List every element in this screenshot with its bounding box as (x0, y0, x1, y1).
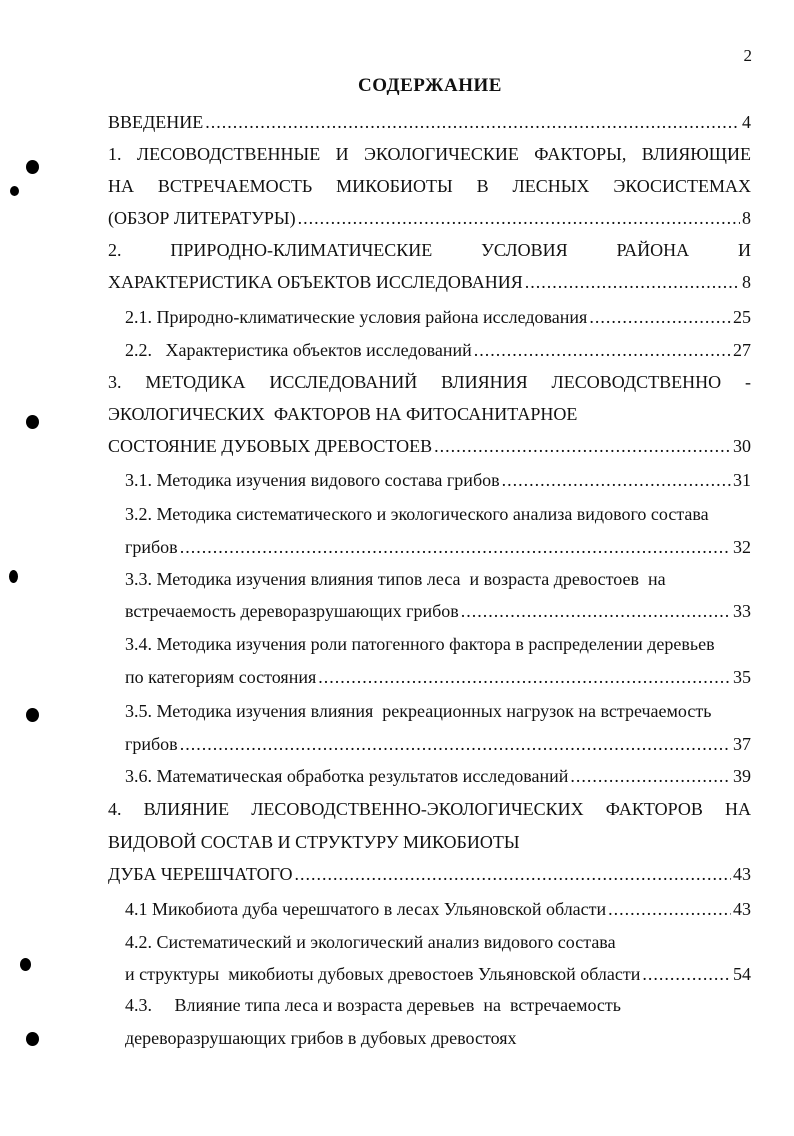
toc-chapter-1[interactable] (108, 206, 751, 230)
toc-chapter-4[interactable] (108, 862, 751, 886)
leader-dots (295, 862, 731, 886)
toc-entry-page: 35 (733, 667, 751, 687)
toc-chapter-1-line-2: НА ВСТРЕЧАЕМОСТЬ МИКОБИОТЫ В ЛЕСНЫХ ЭКОСИСТЕМАХ (108, 176, 751, 196)
leader-dots (180, 732, 731, 756)
punch-hole (26, 1032, 39, 1046)
page-number: 2 (743, 46, 752, 65)
toc-section-4-2[interactable] (125, 962, 751, 986)
punch-hole (20, 958, 31, 971)
toc-entry-title: ДУБА ЧЕРЕШЧАТОГО (108, 864, 293, 884)
toc-section-4-1[interactable] (125, 897, 751, 921)
toc-section-2-2[interactable] (125, 338, 751, 362)
leader-dots (608, 897, 731, 921)
toc-entry-title: 3.1. Методика изучения видового состава грибов (125, 470, 500, 490)
toc-entry-title: грибов (125, 734, 178, 754)
toc-chapter-1-line-1: 1. ЛЕСОВОДСТВЕННЫЕ И ЭКОЛОГИЧЕСКИЕ ФАКТОРЫ, ВЛИЯЮЩИЕ (108, 144, 751, 164)
leader-dots (434, 434, 731, 458)
toc-section-3-4-line-1: 3.4. Методика изучения роли патогенного фактора в распределении деревьев (125, 634, 715, 654)
toc-entry-page: 54 (733, 964, 751, 984)
toc-entry-title: 2.1. Природно-климатические условия района исследования (125, 307, 588, 327)
toc-section-3-1[interactable] (125, 468, 751, 492)
toc-entry-title: по категориям состояния (125, 667, 317, 687)
toc-entry-page: 31 (733, 470, 751, 490)
toc-section-3-2-line-1: 3.2. Методика систематического и экологического анализа видового состава (125, 504, 709, 524)
toc-entry-title: ВВЕДЕНИЕ (108, 112, 204, 132)
toc-entry-page: 30 (733, 436, 751, 456)
toc-chapter-3-line-2: ЭКОЛОГИЧЕСКИХ ФАКТОРОВ НА ФИТОСАНИТАРНОЕ (108, 404, 578, 424)
toc-entry-title: ХАРАКТЕРИСТИКА ОБЪЕКТОВ ИССЛЕДОВАНИЯ (108, 272, 523, 292)
toc-entry-intro[interactable] (108, 110, 751, 134)
toc-entry-page: 8 (742, 272, 751, 292)
page-title: СОДЕРЖАНИЕ (358, 75, 502, 96)
toc-entry-title: (ОБЗОР ЛИТЕРАТУРЫ) (108, 208, 296, 228)
toc-section-3-4[interactable] (125, 665, 751, 689)
toc-entry-page: 8 (742, 208, 751, 228)
toc-entry-page: 4 (742, 112, 751, 132)
toc-entry-title: и структуры микобиоты дубовых древостоев Ульяновской области (125, 964, 641, 984)
toc-section-3-3-line-1: 3.3. Методика изучения влияния типов леса и возраста древостоев на (125, 569, 666, 589)
toc-section-3-3[interactable] (125, 599, 751, 623)
toc-section-4-3-line-2: дереворазрушающих грибов в дубовых древостоях (125, 1028, 517, 1048)
punch-hole (26, 160, 39, 174)
leader-dots (502, 468, 731, 492)
leader-dots (642, 962, 731, 986)
toc-entry-page: 25 (733, 307, 751, 327)
punch-hole (26, 708, 39, 722)
toc-entry-page: 27 (733, 340, 751, 360)
leader-dots (318, 665, 731, 689)
punch-hole (9, 570, 18, 583)
leader-dots (474, 338, 731, 362)
toc-entry-page: 39 (733, 766, 751, 786)
leader-dots (298, 206, 740, 230)
leader-dots (589, 305, 731, 329)
toc-entry-title: 2.2. Характеристика объектов исследований (125, 340, 472, 360)
toc-entry-page: 37 (733, 734, 751, 754)
toc-section-3-6[interactable] (125, 764, 751, 788)
toc-chapter-4-line-1: 4. ВЛИЯНИЕ ЛЕСОВОДСТВЕННО-ЭКОЛОГИЧЕСКИХ ФАКТОРОВ НА (108, 799, 751, 819)
punch-hole (26, 415, 39, 429)
toc-section-3-5[interactable] (125, 732, 751, 756)
toc-chapter-2[interactable] (108, 270, 751, 294)
toc-section-3-5-line-1: 3.5. Методика изучения влияния рекреационных нагрузок на встречаемость (125, 701, 712, 721)
toc-chapter-2-line-1: 2. ПРИРОДНО-КЛИМАТИЧЕСКИЕ УСЛОВИЯ РАЙОНА И (108, 240, 751, 260)
toc-entry-title: встречаемость дереворазрушающих грибов (125, 601, 459, 621)
toc-entry-title: СОСТОЯНИЕ ДУБОВЫХ ДРЕВОСТОЕВ (108, 436, 433, 456)
toc-entry-title: грибов (125, 537, 178, 557)
toc-entry-page: 32 (733, 537, 751, 557)
leader-dots (461, 599, 731, 623)
leader-dots (180, 535, 731, 559)
punch-hole (10, 186, 19, 196)
toc-entry-page: 43 (733, 864, 751, 884)
toc-section-3-2[interactable] (125, 535, 751, 559)
toc-entry-page: 33 (733, 601, 751, 621)
toc-entry-title: 3.6. Математическая обработка результатов исследований (125, 766, 569, 786)
toc-chapter-3-line-1: 3. МЕТОДИКА ИССЛЕДОВАНИЙ ВЛИЯНИЯ ЛЕСОВОДСТВЕННО - (108, 372, 751, 392)
toc-section-4-2-line-1: 4.2. Систематический и экологический анализ видового состава (125, 932, 616, 952)
toc-chapter-3[interactable] (108, 434, 751, 458)
leader-dots (525, 270, 740, 294)
leader-dots (570, 764, 731, 788)
toc-section-2-1[interactable] (125, 305, 751, 329)
toc-section-4-3-line-1[interactable]: 4.3. Влияние типа леса и возраста деревьев на встречаемость (125, 995, 621, 1015)
toc-entry-page: 43 (733, 899, 751, 919)
leader-dots (205, 110, 740, 134)
toc-entry-title: 4.1 Микобиота дуба черешчатого в лесах Ульяновской области (125, 899, 607, 919)
toc-chapter-4-line-2: ВИДОВОЙ СОСТАВ И СТРУКТУРУ МИКОБИОТЫ (108, 832, 520, 852)
